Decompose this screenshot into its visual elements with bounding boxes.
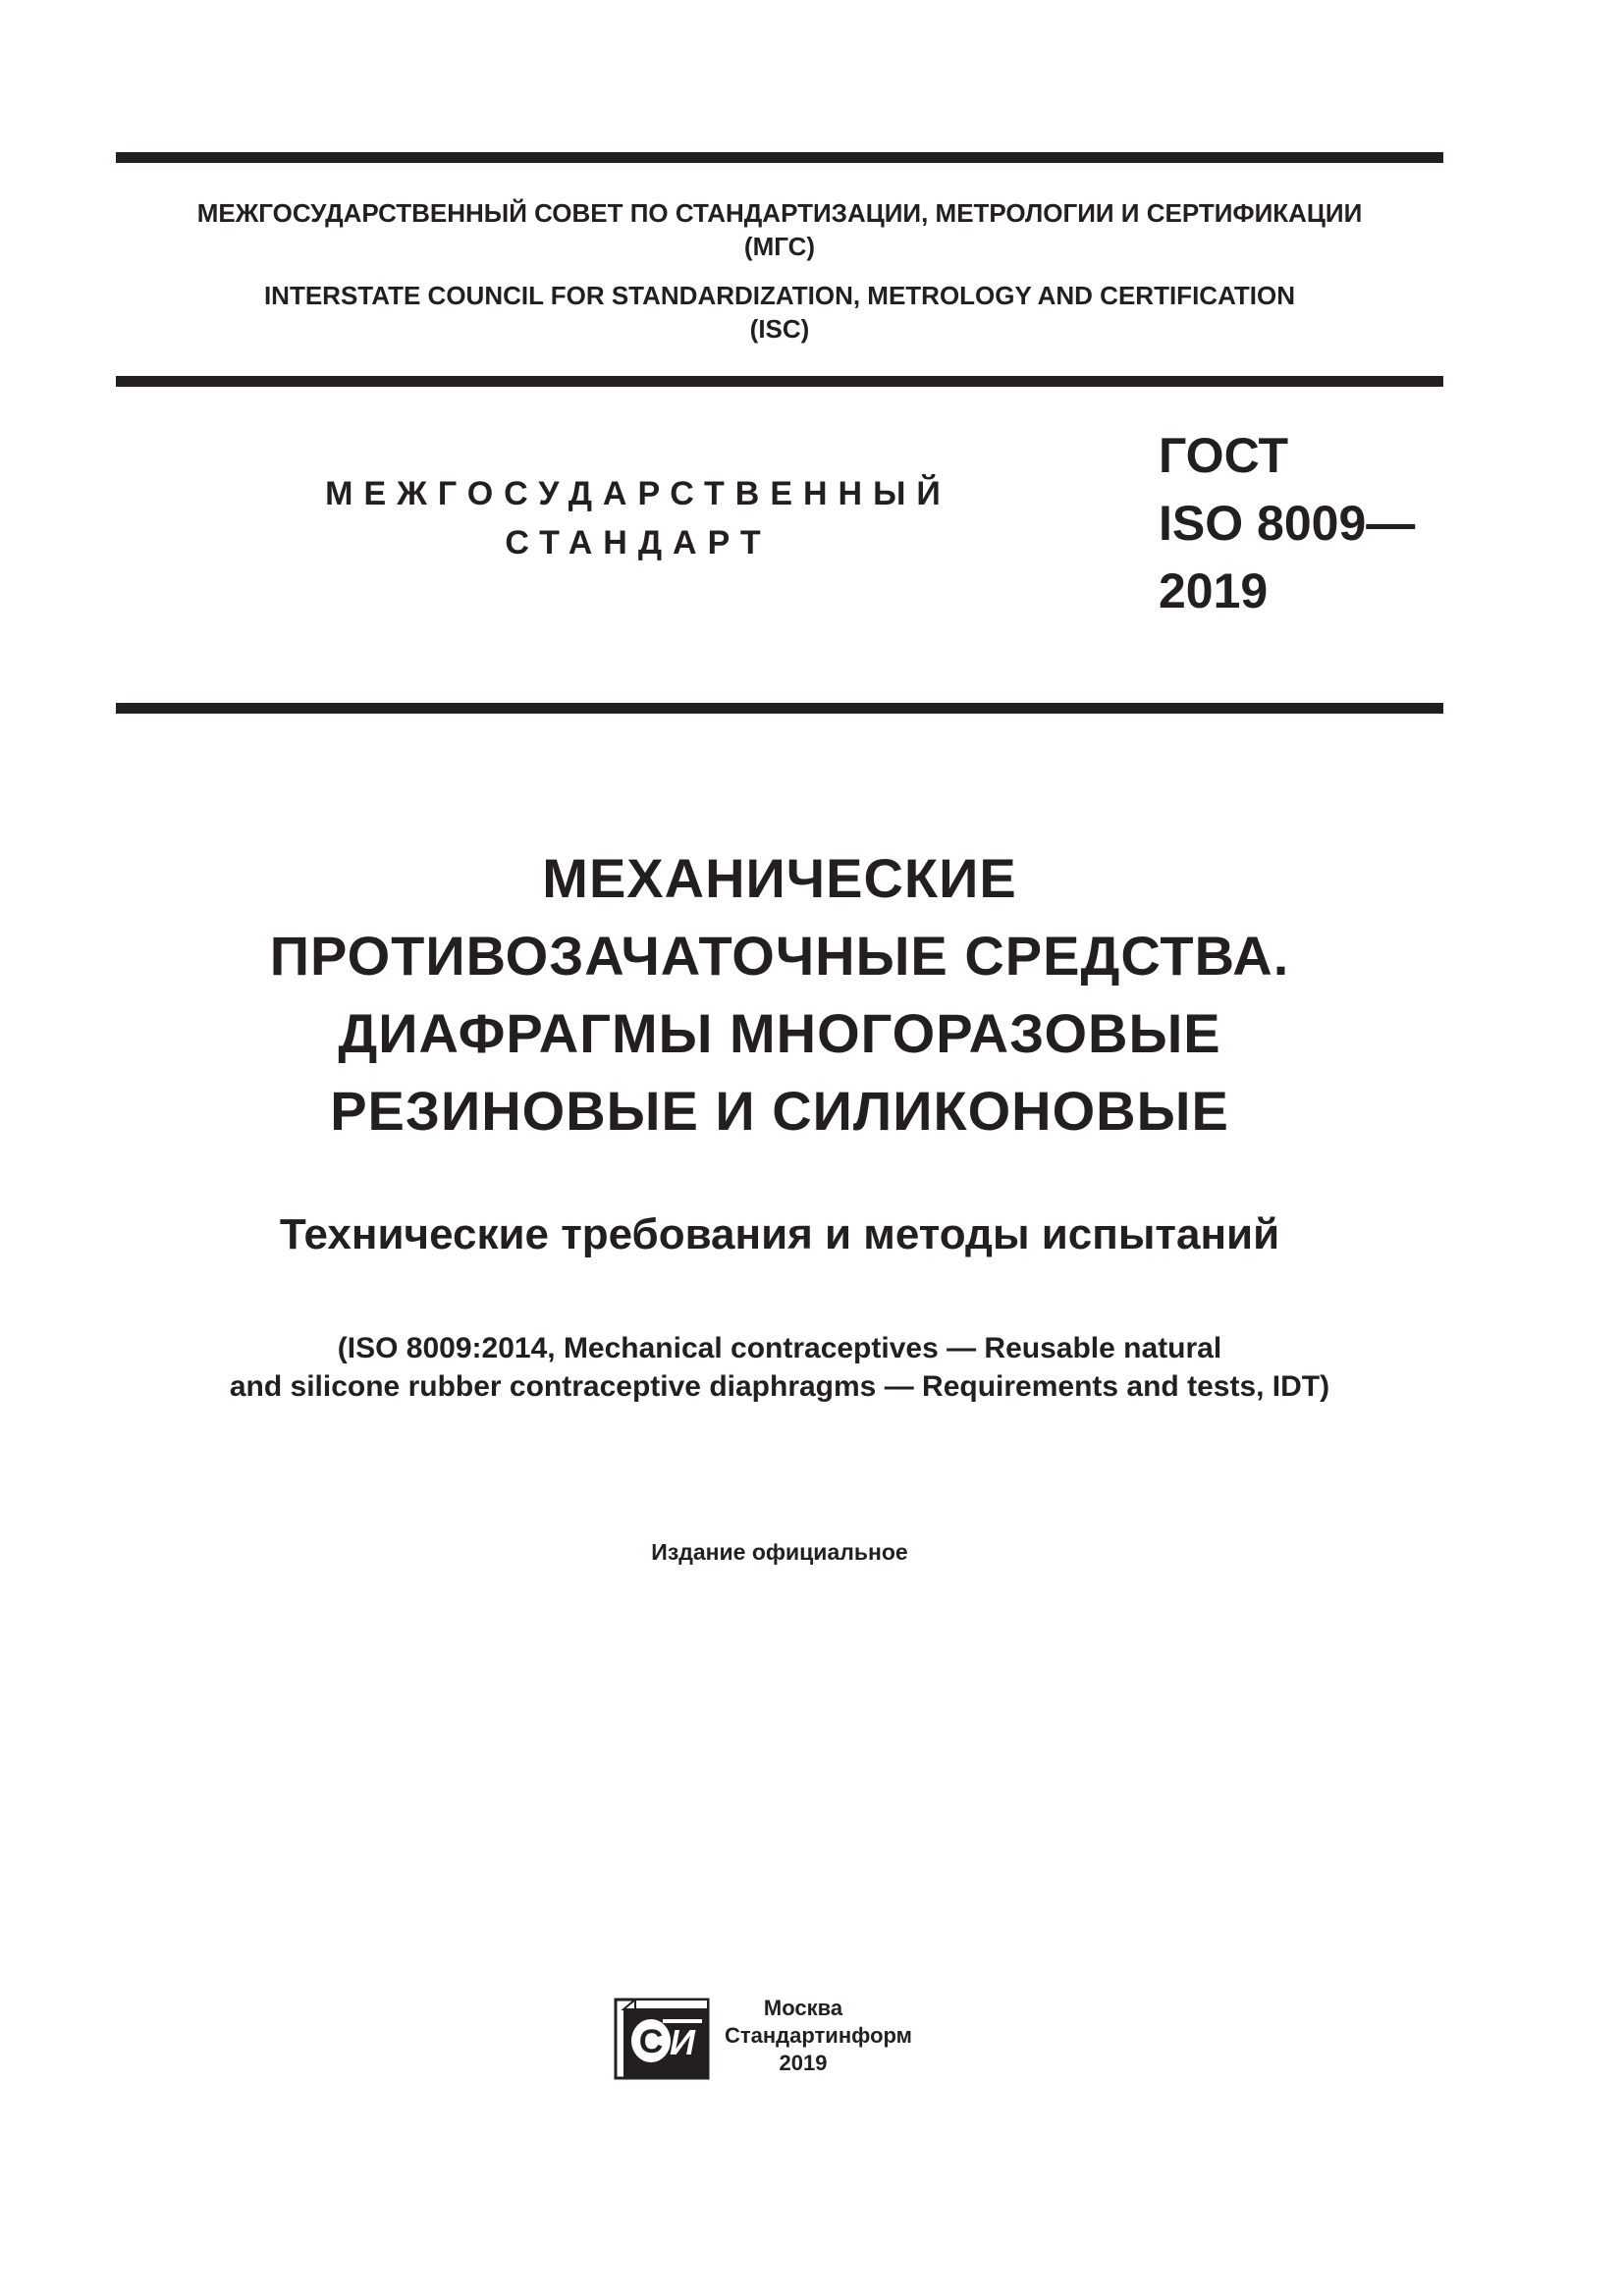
council-bottom-rule [116, 376, 1443, 387]
publisher-name: Стандартинформ [725, 2023, 912, 2048]
iso-reference [116, 1329, 1443, 1406]
title-line1: МЕХАНИЧЕСКИЕ [542, 847, 1017, 909]
iso-reference-line1: (ISO 8009:2014, Mechanical contraceptives — Reusable natural [337, 1332, 1222, 1364]
designation-bottom-rule [116, 703, 1443, 714]
designation-line2: ISO 8009— [1159, 496, 1416, 551]
council-en-abbr: (ISC) [749, 314, 810, 344]
standard-kind-line2: СТАНДАРТ [505, 524, 772, 561]
svg-text:И: И [670, 2022, 695, 2062]
iso-reference-line2: and silicone rubber contraceptive diaphragms — Requirements and tests, IDT) [229, 1370, 1330, 1403]
document-title [116, 839, 1443, 1149]
council-ru-abbr: (МГС) [743, 232, 816, 261]
standartinform-logo-icon [614, 1998, 710, 2080]
standard-designation [1159, 422, 1415, 625]
council-header [116, 196, 1443, 346]
title-line2: ПРОТИВОЗАЧАТОЧНЫЕ СРЕДСТВА. [269, 925, 1290, 987]
designation-line1: ГОСТ [1159, 428, 1288, 483]
standard-kind [295, 469, 982, 567]
council-ru: МЕЖГОСУДАРСТВЕННЫЙ СОВЕТ ПО СТАНДАРТИЗАЦИИ, МЕТРОЛОГИИ И СЕРТИФИКАЦИИ [196, 198, 1363, 228]
publisher-year: 2019 [779, 2051, 828, 2075]
top-rule [116, 152, 1443, 163]
title-line3: ДИАФРАГМЫ МНОГОРАЗОВЫЕ [338, 1002, 1221, 1064]
designation-line3: 2019 [1159, 563, 1269, 618]
document-subtitle: Технические требования и методы испытаний [279, 1210, 1280, 1258]
standard-kind-line1: МЕЖГОСУДАРСТВЕННЫЙ [325, 475, 951, 512]
edition-label: Издание официальное [651, 1539, 908, 1565]
title-line4: РЕЗИНОВЫЕ И СИЛИКОНОВЫЕ [330, 1080, 1229, 1142]
publisher-city: Москва [763, 1996, 843, 2020]
svg-text:С: С [638, 2023, 664, 2060]
publisher-block [725, 1995, 912, 2077]
council-en: INTERSTATE COUNCIL FOR STANDARDIZATION, METROLOGY AND CERTIFICATION [263, 281, 1296, 310]
